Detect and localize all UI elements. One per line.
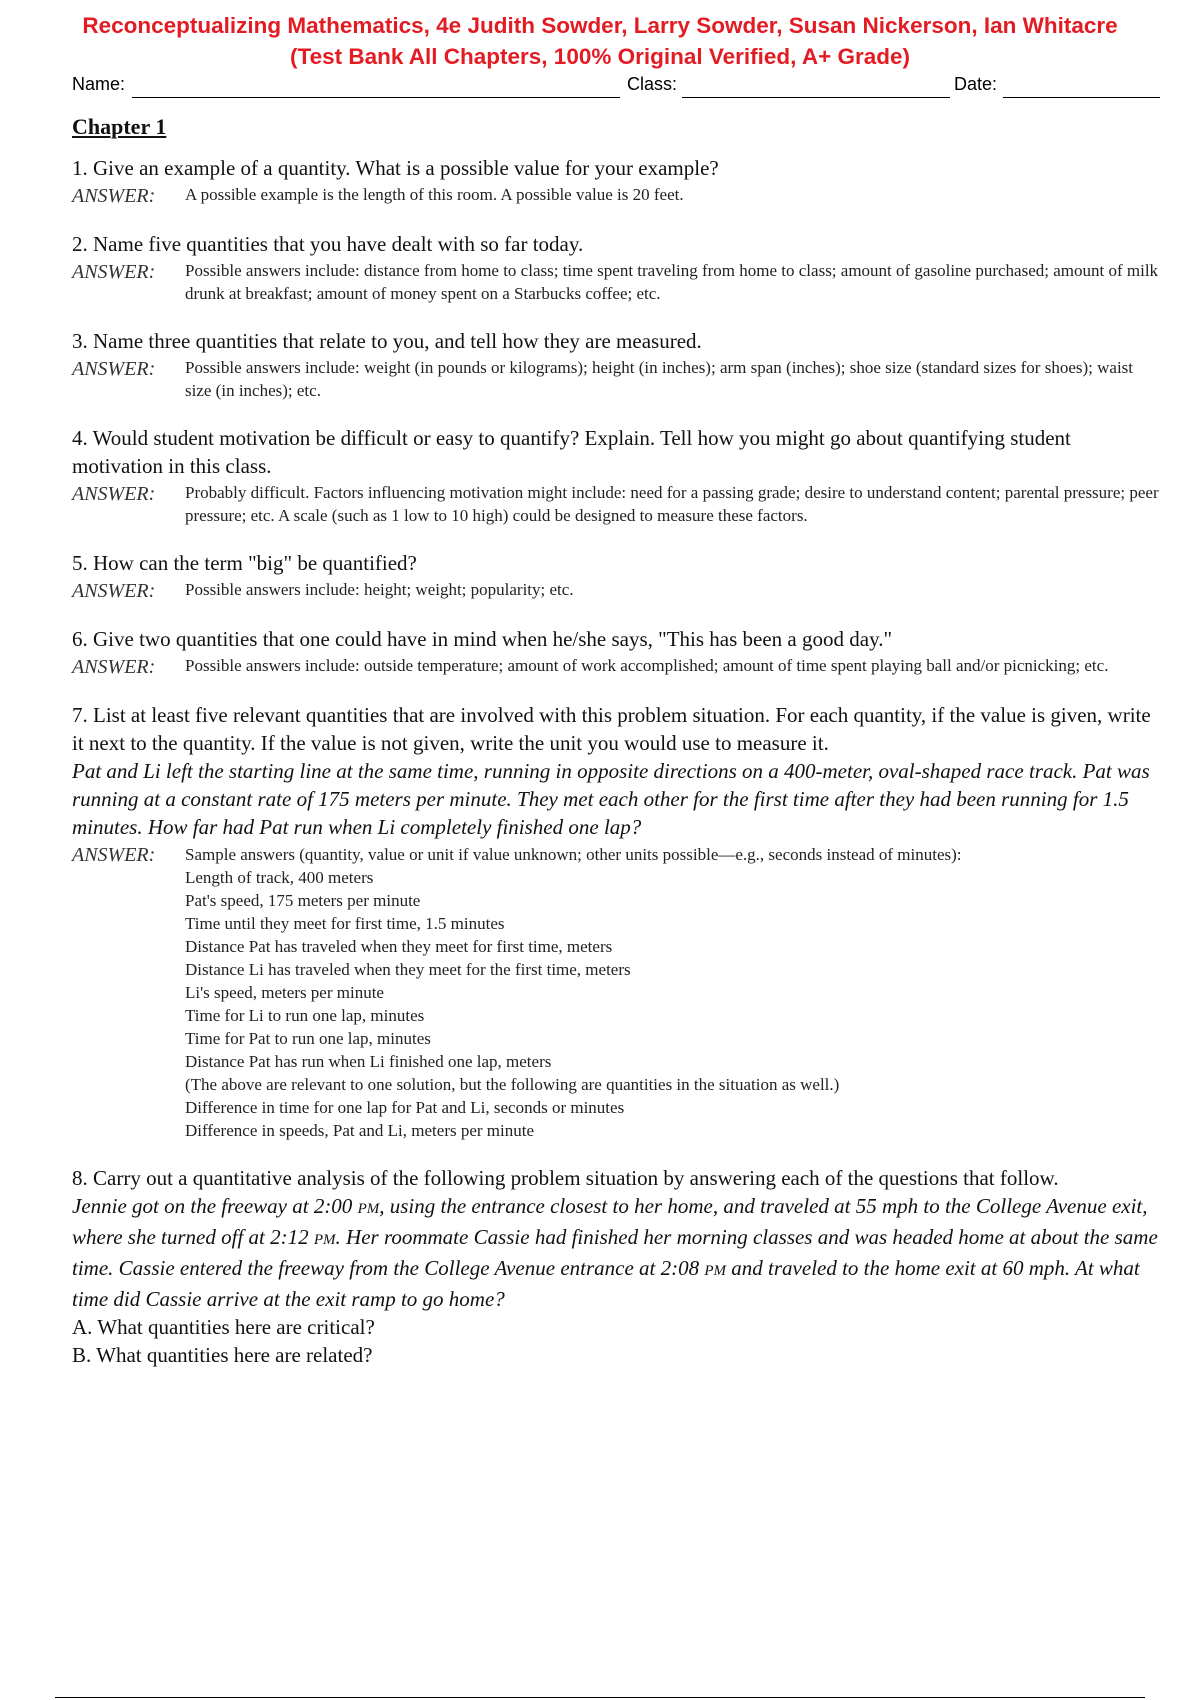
answer-line: Time until they meet for first time, 1.5 minutes bbox=[185, 914, 505, 933]
question-text: 2. Name five quantities that you have dealt with so far today. bbox=[72, 232, 584, 256]
answer-line: Difference in time for one lap for Pat and Li, seconds or minutes bbox=[185, 1098, 625, 1117]
answer-line: Distance Pat has traveled when they meet for first time, meters bbox=[185, 937, 613, 956]
question-text: 4. Would student motivation be difficult or easy to quantify? Explain. Tell how you might go about quantifying student motivation in this class. bbox=[72, 426, 1071, 478]
answer-block bbox=[72, 843, 1162, 1142]
answer-text: Possible answers include: distance from home to class; time spent traveling from home to class; amount of gasoline purchased; amount of milk drunk at breakfast; amount of money spent on a Starbucks coffee; etc. bbox=[185, 261, 1159, 303]
sub-question-a: A. What quantities here are critical? bbox=[72, 1315, 375, 1339]
answer-block bbox=[72, 482, 1162, 527]
name-blank-line[interactable] bbox=[132, 97, 620, 98]
answer-label: ANSWER: bbox=[72, 580, 156, 602]
answer-block bbox=[72, 655, 1162, 679]
time-period: PM bbox=[357, 1201, 380, 1217]
question-6 bbox=[72, 625, 1162, 679]
question-text: 1. Give an example of a quantity. What is a possible value for your example? bbox=[72, 156, 719, 180]
question-4 bbox=[72, 424, 1162, 527]
answer-text: Possible answers include: height; weight; popularity; etc. bbox=[185, 580, 574, 599]
answer-text: Possible answers include: weight (in pounds or kilograms); height (in inches); arm span (inches); shoe size (standard sizes for shoes); waist size (in inches); etc. bbox=[185, 358, 1134, 400]
answer-line: Length of track, 400 meters bbox=[185, 868, 374, 887]
document-title: Reconceptualizing Mathematics, 4e Judith Sowder, Larry Sowder, Susan Nickerson, Ian Whitacre (Test Bank All Chapters, 100% Original Verified, A+ Grade) bbox=[82, 13, 1118, 69]
time-period: PM bbox=[313, 1232, 336, 1248]
answer-text: Possible answers include: outside temperature; amount of work accomplished; amount of time spent playing ball and/or picnicking; etc. bbox=[185, 656, 1109, 675]
student-info-row bbox=[72, 74, 1160, 102]
answer-block bbox=[72, 579, 1162, 603]
answer-line: Difference in speeds, Pat and Li, meters per minute bbox=[185, 1121, 535, 1140]
question-text: 8. Carry out a quantitative analysis of the following problem situation by answering each of the questions that follow. bbox=[72, 1166, 1059, 1190]
answer-label: ANSWER: bbox=[72, 483, 156, 505]
class-label: Class: bbox=[627, 74, 678, 94]
question-1 bbox=[72, 154, 1162, 208]
question-7 bbox=[72, 701, 1162, 1142]
answer-block bbox=[72, 357, 1162, 402]
answer-block bbox=[72, 260, 1162, 305]
answer-line: Li's speed, meters per minute bbox=[185, 983, 384, 1002]
name-label: Name: bbox=[72, 74, 126, 94]
questions-content bbox=[72, 114, 1162, 1391]
question-8 bbox=[72, 1164, 1162, 1369]
answer-label: ANSWER: bbox=[72, 844, 156, 866]
answer-block bbox=[72, 184, 1162, 208]
chapter-heading: Chapter 1 bbox=[72, 114, 167, 139]
question-text: 3. Name three quantities that relate to you, and tell how they are measured. bbox=[72, 329, 702, 353]
scenario-text: . Her roommate Cassie had finished her morning classes and was headed home at about the same time. Cassie entered the freeway from the College Avenue entrance at 2:08 bbox=[72, 1225, 1158, 1280]
footer-divider bbox=[55, 1697, 1145, 1698]
class-blank-line[interactable] bbox=[682, 97, 950, 98]
problem-scenario bbox=[72, 1192, 1162, 1313]
question-5 bbox=[72, 549, 1162, 603]
question-text: 5. How can the term "big" be quantified? bbox=[72, 551, 417, 575]
date-blank-line[interactable] bbox=[1003, 97, 1160, 98]
sub-question-b: B. What quantities here are related? bbox=[72, 1343, 373, 1367]
answer-line: Pat's speed, 175 meters per minute bbox=[185, 891, 421, 910]
answer-text: A possible example is the length of this room. A possible value is 20 feet. bbox=[185, 185, 684, 204]
question-text: 7. List at least five relevant quantities that are involved with this problem situation. For each quantity, if the value is given, write it next to the quantity. If the value is not given, write the unit you would use to measure it. bbox=[72, 703, 1151, 755]
answer-line: Time for Li to run one lap, minutes bbox=[185, 1006, 425, 1025]
scenario-text: and traveled to the home exit at 60 mph. At what time did Cassie arrive at the exit ramp to go home? bbox=[72, 1256, 1140, 1311]
answer-label: ANSWER: bbox=[72, 261, 156, 283]
answer-label: ANSWER: bbox=[72, 185, 156, 207]
scenario-text: , using the entrance closest to her home, and traveled at 55 mph to the College Avenue exit, where she turned off at 2:12 bbox=[72, 1194, 1148, 1249]
question-2 bbox=[72, 230, 1162, 305]
answer-line: Distance Pat has run when Li finished one lap, meters bbox=[185, 1052, 552, 1071]
answer-line: Distance Li has traveled when they meet for the first time, meters bbox=[185, 960, 631, 979]
answer-line: (The above are relevant to one solution, but the following are quantities in the situation as well.) bbox=[185, 1075, 840, 1094]
time-period: PM bbox=[704, 1263, 727, 1279]
answer-text: Probably difficult. Factors influencing motivation might include: need for a passing grade; desire to understand content; parental pressure; peer pressure; etc. A scale (such as 1 low to 10 high) could be designed to measure these factors. bbox=[185, 483, 1159, 525]
problem-scenario: Pat and Li left the starting line at the same time, running in opposite directions on a 400-meter, oval-shaped race track. Pat was running at a constant rate of 175 meters per minute. They met each other for the first time after they had been running for 1.5 minutes. How far had Pat run when Li completely finished one lap? bbox=[72, 759, 1150, 839]
question-3 bbox=[72, 327, 1162, 402]
answer-label: ANSWER: bbox=[72, 358, 156, 380]
question-text: 6. Give two quantities that one could have in mind when he/she says, "This has been a good day." bbox=[72, 627, 893, 651]
answer-list bbox=[185, 843, 1162, 1142]
scenario-text: Jennie got on the freeway at 2:00 bbox=[72, 1194, 358, 1218]
answer-line: Time for Pat to run one lap, minutes bbox=[185, 1029, 431, 1048]
answer-intro: Sample answers (quantity, value or unit if value unknown; other units possible—e.g., seconds instead of minutes): bbox=[185, 845, 962, 864]
date-label: Date: bbox=[954, 74, 998, 94]
answer-label: ANSWER: bbox=[72, 656, 156, 678]
